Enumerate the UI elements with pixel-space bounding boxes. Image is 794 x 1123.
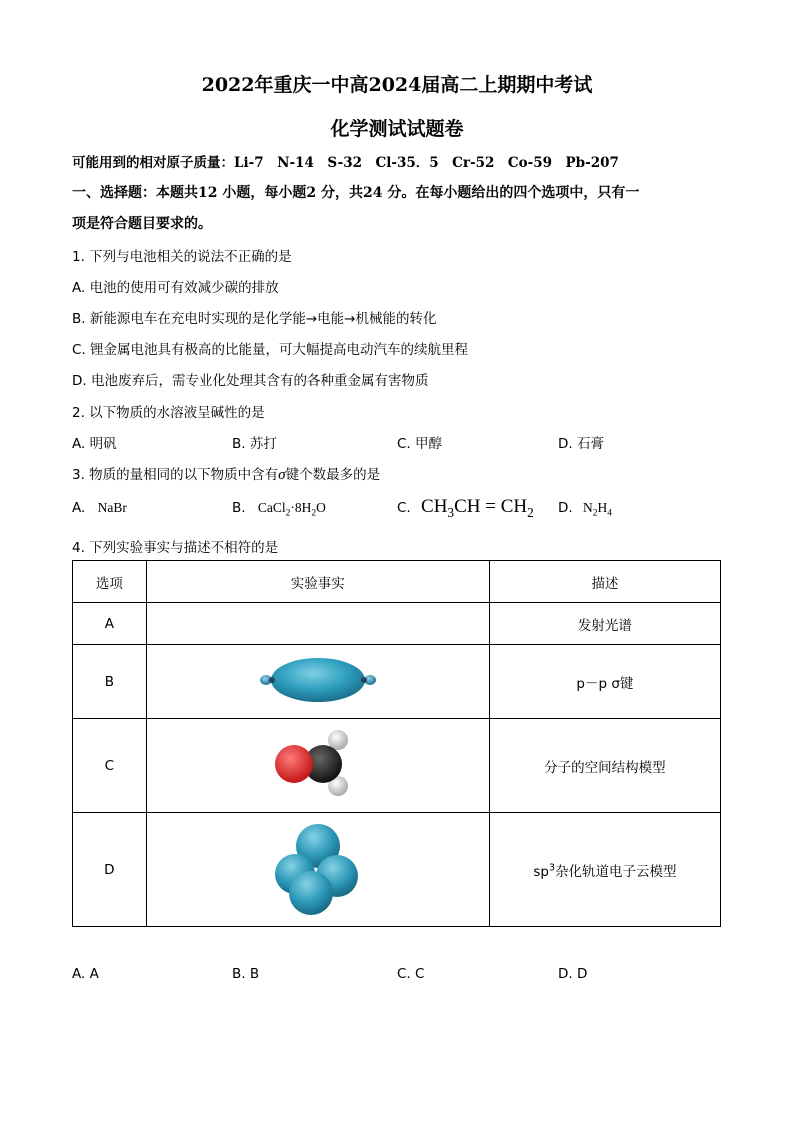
- q2-option-d: D. 石膏: [558, 436, 604, 452]
- table-header-row: [73, 561, 721, 603]
- q4-stem: 4. 下列实验事实与描述不相符的是: [72, 540, 279, 556]
- row-c-description: 分子的空间结构模型: [489, 719, 720, 813]
- q3-option-d-formula: [582, 500, 612, 519]
- q3-option-c: [397, 496, 534, 521]
- table-row: [73, 719, 721, 813]
- header-fact: 实验事实: [146, 561, 489, 603]
- formula-subscript: 2: [285, 508, 291, 519]
- q1-stem: 1. 下列与电池相关的说法不正确的是: [72, 249, 292, 265]
- header-option: 选项: [73, 561, 147, 603]
- q3-option-d: [558, 500, 612, 519]
- q3-stem-text-b: 键个数最多的是: [285, 467, 381, 483]
- exam-title: 2022年重庆一中高2024届高二上期期中考试: [201, 74, 593, 96]
- section1-instruction-line1: 一、选择题：本题共12 小题，每小题2 分，共24 分。在每小题给出的四个选项中，只有一: [72, 185, 640, 201]
- q1-option-b: B. 新能源电车在充电时实现的是化学能→电能→机械能的转化: [72, 311, 437, 327]
- q3-stem-text-a: 3. 物质的量相同的以下物质中含有: [72, 467, 279, 483]
- desc-text: sp: [533, 863, 549, 880]
- q3-option-d-label: D.: [558, 500, 573, 516]
- row-b-option: B: [73, 645, 147, 719]
- formaldehyde-model-icon: [268, 724, 368, 804]
- q3-option-c-label: C.: [397, 500, 411, 516]
- row-d-option: D: [73, 813, 147, 927]
- row-a-image: [146, 603, 489, 645]
- q3-option-c-formula: [421, 496, 534, 520]
- q4-answer-b: B. B: [232, 966, 260, 982]
- q3-option-b-label: B.: [232, 500, 246, 516]
- table-row: [73, 813, 721, 927]
- p-p-sigma-bond-icon: [253, 650, 383, 710]
- q3-stem: [72, 463, 380, 484]
- exam-subtitle: 化学测试试题卷: [330, 118, 464, 140]
- header-description: 描述: [489, 561, 720, 603]
- table-row: [73, 645, 721, 719]
- q1-option-a: A. 电池的使用可有效减少碳的排放: [72, 280, 279, 296]
- formula-part: H: [597, 500, 608, 515]
- q3-option-b: [232, 500, 326, 519]
- q4-answer-a: A. A: [72, 966, 99, 982]
- row-b-image: [146, 645, 489, 719]
- atomic-masses: 可能用到的相对原子质量：Li-7 N-14 S-32 Cl-35．5 Cr-52 Co-59 Pb-207: [72, 155, 619, 171]
- formula-part: CH = CH: [454, 496, 528, 517]
- row-b-description: p－p σ键: [489, 645, 720, 719]
- formula-subscript: 4: [607, 508, 612, 519]
- q3-option-a: [72, 500, 127, 516]
- q3-option-a-label: A.: [72, 500, 86, 516]
- desc-superscript: 3: [548, 862, 555, 873]
- formula-subscript: 2: [527, 504, 534, 520]
- desc-text: 杂化轨道电子云模型: [554, 863, 677, 880]
- formula-subscript: 2: [311, 508, 317, 519]
- q3-option-a-formula: NaBr: [97, 500, 127, 515]
- formula-part: CH: [421, 496, 448, 517]
- q2-option-b: B. 苏打: [232, 436, 277, 452]
- formula-part: CaCl: [257, 500, 286, 515]
- table-row: [73, 603, 721, 645]
- q4-answer-d: D. D: [558, 966, 588, 982]
- q2-stem: 2. 以下物质的水溶液呈碱性的是: [72, 405, 265, 421]
- row-d-image: [146, 813, 489, 927]
- row-c-option: C: [73, 719, 147, 813]
- q4-table: [72, 560, 721, 927]
- formula-part: O: [316, 500, 326, 515]
- sigma-symbol: σ: [278, 467, 286, 483]
- q1-option-c: C. 锂金属电池具有极高的比能量，可大幅提高电动汽车的续航里程: [72, 342, 469, 358]
- q2-option-c: C. 甲醇: [397, 436, 443, 452]
- formula-subscript: 3: [447, 504, 455, 520]
- sp3-orbital-model-icon: [273, 818, 363, 918]
- row-a-option: A: [73, 603, 147, 645]
- row-c-image: [146, 719, 489, 813]
- formula-part: ·8H: [290, 500, 312, 515]
- q1-option-d: D. 电池废弃后，需专业化处理其含有的各种重金属有害物质: [72, 373, 429, 389]
- formula-subscript: 2: [592, 508, 598, 519]
- q3-option-b-formula: [257, 500, 326, 519]
- formula-part: N: [582, 500, 593, 515]
- row-d-description: [489, 813, 720, 927]
- q2-option-a: A. 明矾: [72, 436, 117, 452]
- q4-answer-c: C. C: [397, 966, 425, 982]
- section1-instruction-line2: 项是符合题目要求的。: [72, 216, 212, 232]
- row-a-description: 发射光谱: [489, 603, 720, 645]
